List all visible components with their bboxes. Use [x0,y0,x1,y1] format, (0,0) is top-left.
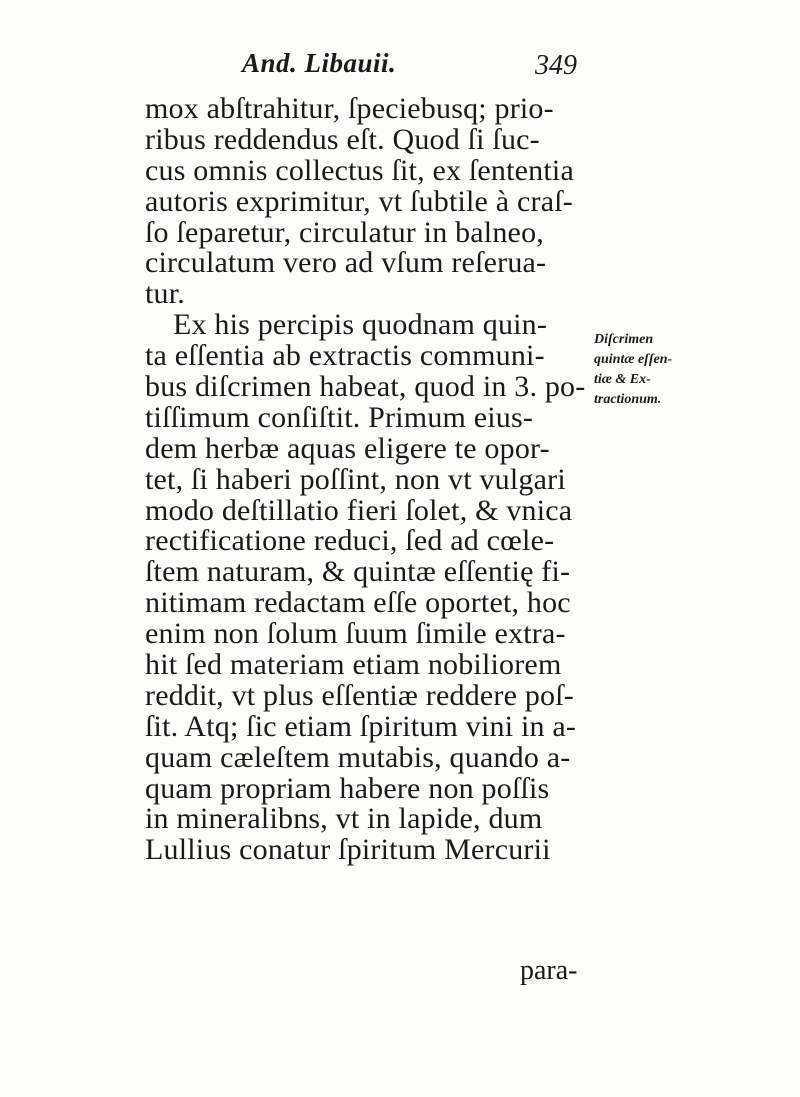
paragraph-start-line: Ex his percipis quodnam quin- [173,308,548,342]
text-line: tur. [145,277,185,311]
catchword: para- [520,955,578,986]
text-line: ſtem naturam, & quintæ eſſentię fi- [145,555,571,589]
text-line: dem herbæ aquas eligere te opor- [145,431,550,465]
text-line: autoris exprimitur, vt ſubtile à craſ- [145,184,573,218]
marginal-note-line: tiæ & Ex- [594,372,651,387]
text-line: ſo ſeparetur, circulatur in balneo, [145,215,544,249]
text-line: tiſſimum conſiſtit. Primum eius- [145,400,534,434]
marginal-note-line: Diſcrimen [594,332,654,347]
text-line: circulatum vero ad vſum reſerua- [145,246,547,280]
text-line: bus diſcrimen habeat, quod in 3. po- [145,370,586,404]
text-line: in mineralibns, vt in lapide, dum [145,802,543,836]
text-line: ſit. Atq; ſic etiam ſpiritum vini in a- [145,709,577,743]
text-line: enim non ſolum ſuum ſimile extra- [145,617,566,651]
text-line: reddit, vt plus eſſentiæ reddere poſ- [145,678,574,712]
marginal-note-line: quintæ eſſen- [594,352,673,367]
body-text [145,94,590,866]
text-line: rectificatione reduci, ſed ad cœle- [145,524,555,558]
text-line: cus omnis collectus ſit, ex ſententia [145,153,574,187]
running-head: And. Libauii. [242,48,397,78]
text-line: tet, ſi haberi poſſint, non vt vulgari [145,462,566,496]
text-line: quam propriam habere non poſſis [145,771,550,805]
marginal-note [594,330,724,410]
text-line: ribus reddendus eſt. Quod ſi ſuc- [145,122,540,156]
text-line: nitimam redactam eſſe oportet, hoc [145,586,571,620]
page-number: 349 [535,50,577,81]
text-line: Lullius conatur ſpiritum Mercurii [145,833,551,867]
text-line: ta eſſentia ab extractis communi- [145,339,545,373]
text-line: mox abſtrahitur, ſpeciebusq; prio- [145,92,554,125]
text-line: quam cæleſtem mutabis, quando a- [145,740,571,774]
text-line: modo deſtillatio fieri ſolet, & vnica [145,493,573,527]
marginal-note-line: tractionum. [594,392,662,407]
text-line: hit ſed materiam etiam nobiliorem [145,648,562,682]
